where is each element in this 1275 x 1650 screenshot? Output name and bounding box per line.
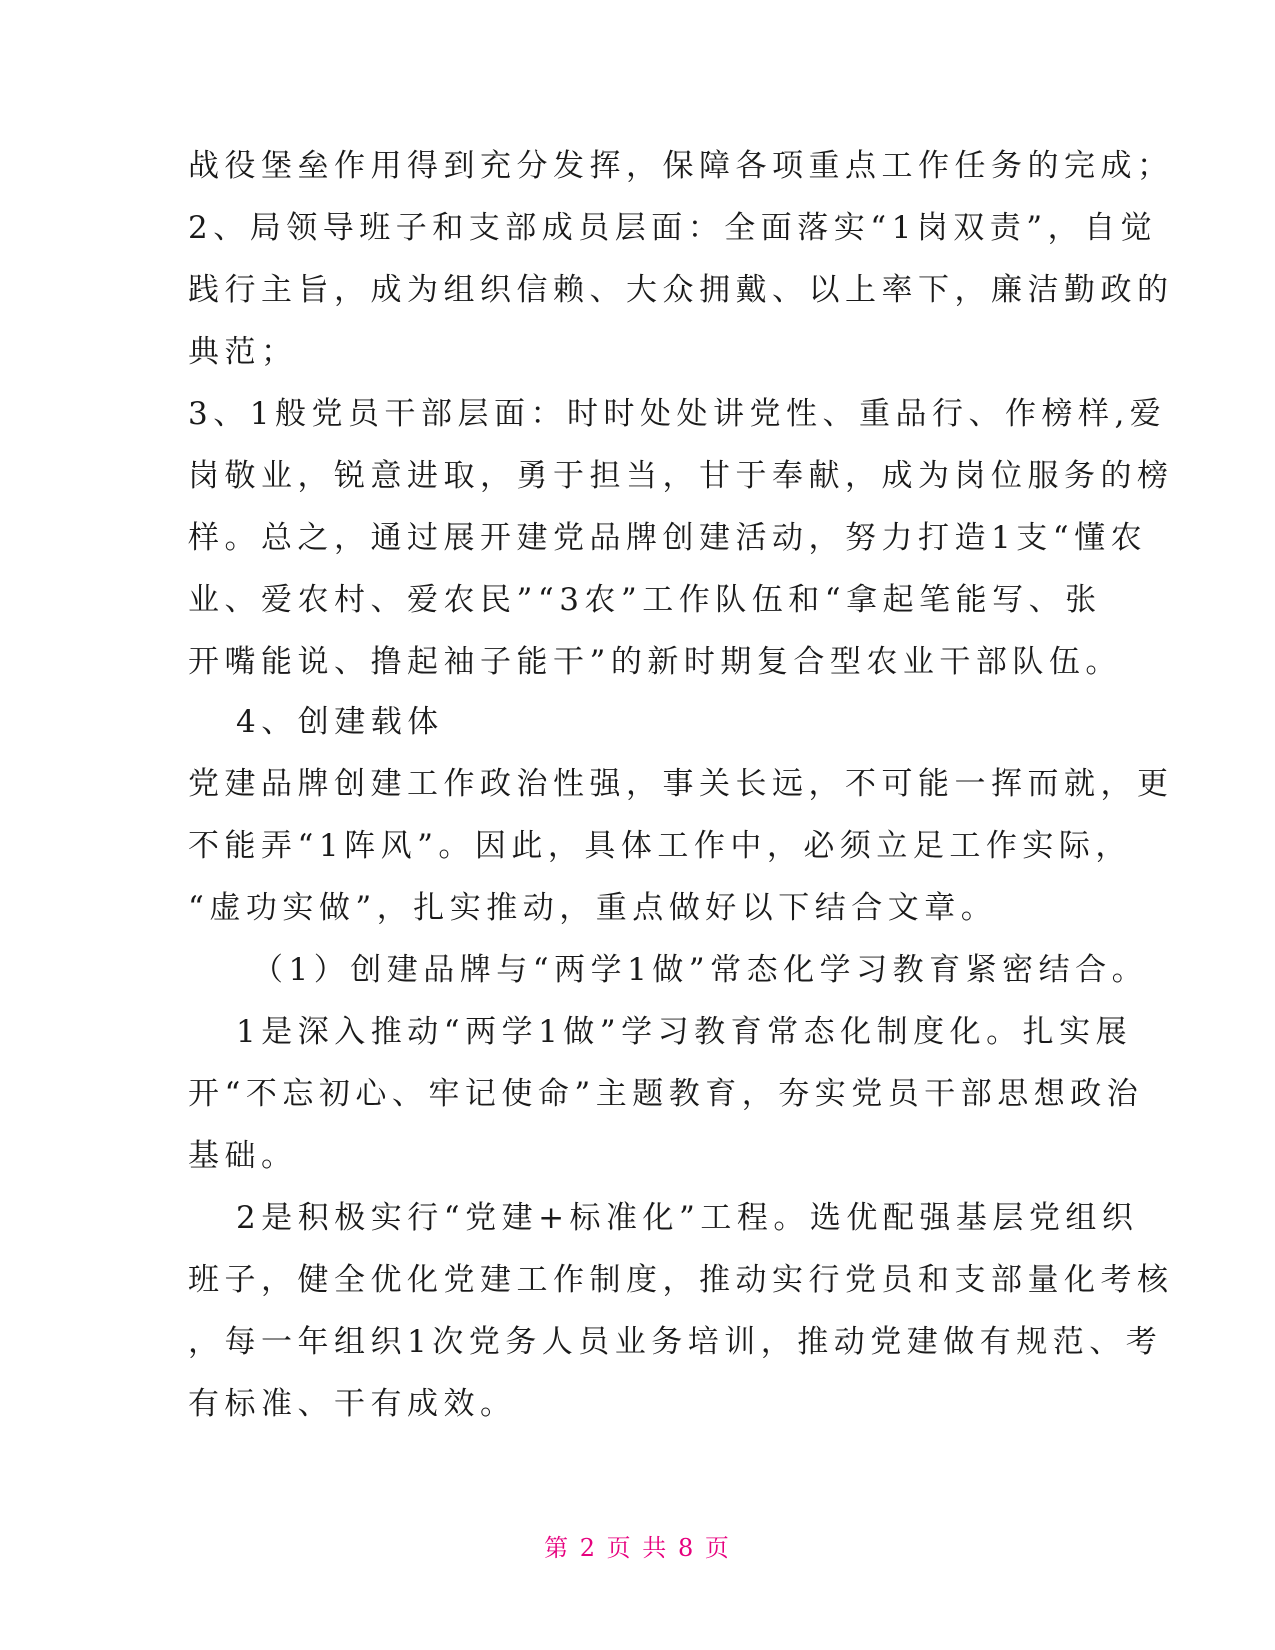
subsection-heading: （1）创建品牌与“两学1做”常态化学习教育紧密结合。 bbox=[252, 952, 1149, 988]
text-line: 开“不忘初心、牢记使命”主题教育，夯实党员干部思想政治 bbox=[188, 1076, 1144, 1112]
text-line: 有标准、干有成效。 bbox=[188, 1386, 517, 1422]
text-line: 3、1般党员干部层面：时时处处讲党性、重品行、作榜样,爱 bbox=[188, 396, 1167, 432]
text-line: ，每一年组织1次党务人员业务培训，推动党建做有规范、考 bbox=[188, 1324, 1163, 1360]
text-line: 岗敬业，锐意进取，勇于担当，甘于奉献，成为岗位服务的榜 bbox=[188, 458, 1174, 494]
text-line: 2、局领导班子和支部成员层面：全面落实“1岗双责”，自觉 bbox=[188, 210, 1158, 246]
text-line: 践行主旨，成为组织信赖、大众拥戴、以上率下，廉洁勤政的 bbox=[188, 272, 1174, 308]
text-line: “虚功实做”，扎实推动，重点做好以下结合文章。 bbox=[188, 890, 998, 926]
text-line: 党建品牌创建工作政治性强，事关长远，不可能一挥而就，更 bbox=[188, 766, 1174, 802]
text-line: 样。总之，通过展开建党品牌创建活动，努力打造1支“懂农 bbox=[188, 520, 1148, 556]
text-line: 2是积极实行“党建+标准化”工程。选优配强基层党组织 bbox=[236, 1200, 1139, 1236]
section-heading: 4、创建载体 bbox=[236, 704, 444, 740]
page-number: 第 2 页 共 8 页 bbox=[544, 1534, 731, 1562]
text-line: 开嘴能说、撸起袖子能干”的新时期复合型农业干部队伍。 bbox=[188, 644, 1122, 680]
text-line: 基础。 bbox=[188, 1138, 298, 1174]
text-line: 业、爱农村、爱农民”“3农”工作队伍和“拿起笔能写、张 bbox=[188, 582, 1102, 618]
text-line: 班子，健全优化党建工作制度，推动实行党员和支部量化考核 bbox=[188, 1262, 1174, 1298]
text-line: 不能弄“1阵风”。因此，具体工作中，必须立足工作实际， bbox=[188, 828, 1132, 864]
text-line: 战役堡垒作用得到充分发挥，保障各项重点工作任务的完成； bbox=[188, 148, 1174, 184]
text-line: 典范； bbox=[188, 334, 298, 370]
text-line: 1是深入推动“两学1做”学习教育常态化制度化。扎实展 bbox=[236, 1014, 1133, 1050]
